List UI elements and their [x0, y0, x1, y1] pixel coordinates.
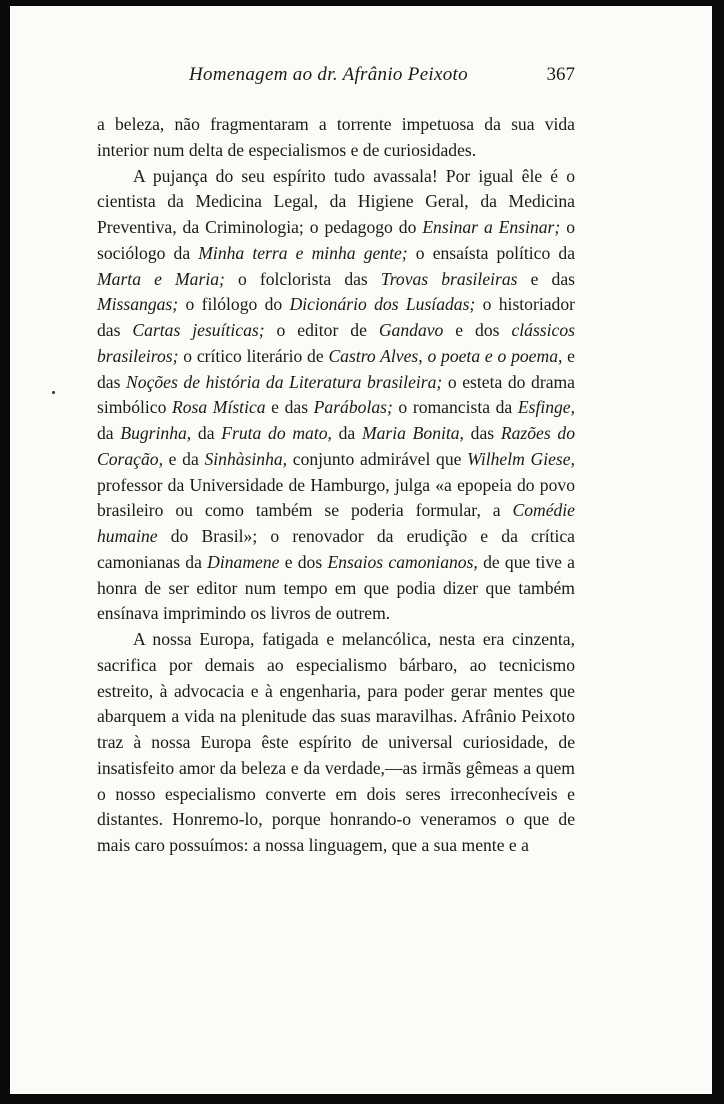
italic-title: Gandavo [378, 320, 444, 340]
italic-title: Rosa Mística [172, 397, 266, 418]
italic-title: Bugrinha, [120, 423, 192, 443]
italic-title: clássicos brasileiros; [97, 320, 575, 366]
italic-title: Wilhelm Giese, [467, 448, 575, 469]
text-run: da [331, 423, 362, 443]
italic-title: Ensaios camonianos, [327, 551, 478, 572]
italic-title: Trovas brasileiras [380, 268, 518, 289]
running-title: Homenagem ao dr. Afrânio Peixoto [189, 64, 468, 85]
book-page [10, 6, 712, 1094]
italic-title: Dicionário dos Lusíadas; [289, 294, 476, 315]
running-head [97, 64, 575, 94]
text-run: o editor de [264, 320, 379, 340]
italic-title: Sinhàsinha, [204, 448, 288, 469]
text-run: conjunto admirável que [287, 448, 468, 469]
text-run: o historiador das [97, 294, 575, 340]
text-run: A pujança do seu espírito tudo avassala! Por igual êle é o cientista da Medicina Legal, da Higiene Geral, da Medicina Preventiva, da Criminologia; o pedagogo do [97, 165, 575, 237]
italic-title: Castro Alves, o poeta e o poema, [328, 345, 563, 366]
text-run: e dos [443, 320, 512, 340]
text-run: e das [265, 397, 314, 418]
text-run: da [191, 423, 222, 443]
paragraph [97, 112, 575, 164]
italic-title: Ensinar a Ensinar; [422, 217, 561, 237]
text-run: o romancista da [392, 397, 518, 418]
margin-speck [52, 391, 55, 394]
paragraph [97, 164, 575, 628]
italic-title: Maria Bonita, [361, 423, 464, 443]
text-run: e da [162, 448, 205, 469]
italic-title: Noções de história da Literatura brasileira; [126, 371, 443, 392]
page-number: 367 [546, 64, 575, 85]
italic-title: Comédie humaine [97, 500, 575, 546]
text-run: a beleza, não fragmentaram a torrente impetuosa da sua vida interior num delta de especialismos e de curiosidades. [97, 114, 575, 160]
italic-title: Razões do Coração, [97, 423, 575, 469]
text-run: do Brasil»; o renovador da erudição e da crítica camonianas da [97, 526, 575, 572]
italic-title: Cartas jesuíticas; [132, 320, 265, 340]
italic-title: Marta e Maria; [97, 268, 225, 289]
italic-title: Parábolas; [313, 397, 393, 418]
text-run: de que tive a honra de ser editor num tempo em que podia dizer que também ensínava imprimindo os livros de outrem. [97, 551, 575, 624]
paragraph [97, 627, 575, 859]
text-run: o filólogo do [178, 294, 290, 315]
italic-title: Missangas; [97, 294, 179, 315]
italic-title: Minha terra e minha gente; [198, 242, 408, 263]
italic-title: Fruta do mato, [221, 423, 332, 443]
text-run: o esteta do drama simbólico [97, 371, 575, 418]
text-run: da [97, 423, 121, 443]
text-run: o crítico literário de [178, 345, 329, 366]
text-run: e dos [279, 551, 328, 572]
text-run: o sociólogo da [97, 217, 575, 263]
text-run: o folclorista das [224, 268, 381, 289]
text-run: das [463, 423, 501, 443]
text-run: e das [97, 345, 575, 392]
text-run: professor da Universidade de Hamburgo, julga «a epopeia do povo brasileiro ou como também se poderia formular, a [97, 474, 575, 521]
text-run: A nossa Europa, fatigada e melancólica, nesta era cinzenta, sacrifica por demais ao especialismo bárbaro, ao tecnicismo estreito, à advocacia e à engenharia, para poder gerar mentes que abarquem a vida na plenitude das suas maravilhas. Afrânio Peixoto traz à nossa Europa êste espírito de universal curiosidade, de insatisfeito amor da beleza e da verdade,—as irmãs gêmeas a quem o nosso especialismo converte em dois seres irreconhecíveis e distantes. Honremo-lo, porque honrando-o veneramos o que de mais caro possuímos: a nossa linguagem, que a sua mente e a [97, 629, 575, 855]
text-run: o ensaísta político da [407, 242, 575, 263]
body-text [97, 112, 575, 859]
text-run: e das [517, 268, 575, 289]
italic-title: Esfinge, [517, 397, 576, 418]
italic-title: Dinamene [207, 551, 280, 572]
